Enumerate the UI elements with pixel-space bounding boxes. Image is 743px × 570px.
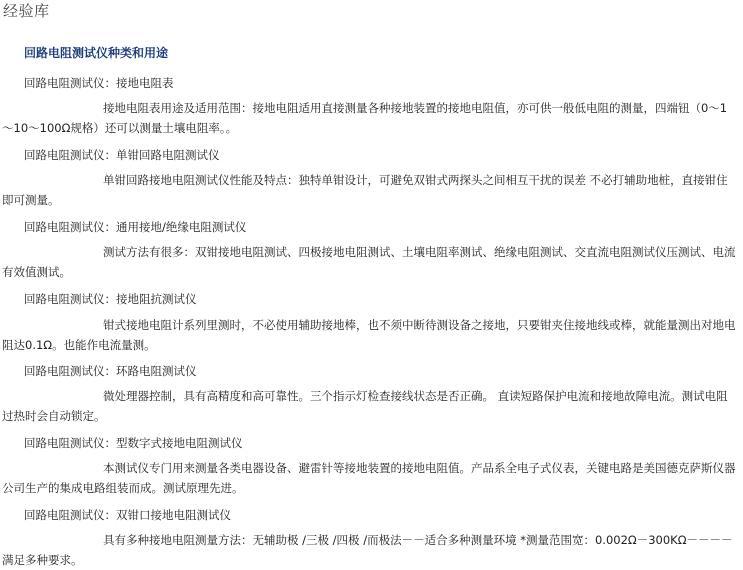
section-body-1: 接地电阻表用途及适用范围：接地电阻适用直接测量各种接地装置的接地电阻值，亦可供一般低电阻的测量，四端钮（0～1～10～100Ω规格）还可以测量土壤电阻率。。 bbox=[2, 101, 728, 135]
section-heading-2: 回路电阻测试仪：单钳回路电阻测试仪 bbox=[24, 148, 220, 162]
section-heading-7: 回路电阻测试仪：双钳口接地电阻测试仪 bbox=[24, 508, 231, 522]
section-body-4: 钳式接地电阻计系列里测时，不必使用辅助接地棒，也不须中断待测设备之接地，只要钳夹住接地线或棒，就能量测出对地电阻达0.1Ω。也能作电流量测。 bbox=[2, 318, 736, 352]
article-title: 回路电阻测试仪种类和用途 bbox=[24, 46, 169, 60]
page-header-title: 经验库 bbox=[3, 2, 50, 20]
section-body-7: 具有多种接地电阻测量方法：无辅助极 /三极 /四极 /而极法－－适合多种测量环境 *测量范围宽：0.002Ω－300KΩ－－－－满足多种要求。 bbox=[2, 533, 733, 567]
section-heading-1: 回路电阻测试仪：接地电阻表 bbox=[24, 76, 174, 90]
section-body-2: 单钳回路接地电阻测试仪性能及特点：独特单钳设计，可避免双钳式两探头之间相互干扰的误差 不必打辅助地桩，直接钳住即可测量。 bbox=[2, 173, 728, 207]
section-body-3: 测试方法有很多：双钳接地电阻测试、四极接地电阻测试、土壤电阻率测试、绝缘电阻测试、交直流电阻测试仪压测试、电流有效值测试。 bbox=[2, 245, 736, 279]
section-heading-4: 回路电阻测试仪：接地阻抗测试仪 bbox=[24, 292, 197, 306]
section-heading-6: 回路电阻测试仪：型数字式接地电阻测试仪 bbox=[24, 436, 243, 450]
section-body-6: 本测试仪专门用来测量各类电器设备、避雷针等接地装置的接地电阻值。产品系全电子式仪表，关键电路是美国德克萨斯仪器公司生产的集成电路组装而成。测试原理先进。 bbox=[2, 461, 736, 495]
section-heading-5: 回路电阻测试仪：环路电阻测试仪 bbox=[24, 364, 197, 378]
section-heading-3: 回路电阻测试仪：通用接地/绝缘电阻测试仪 bbox=[24, 220, 247, 234]
section-body-5: 微处理器控制，具有高精度和高可靠性。三个指示灯检查接线状态是否正确。 直读短路保护电流和接地故障电流。测试电阻过热时会自动锁定。 bbox=[2, 389, 728, 423]
